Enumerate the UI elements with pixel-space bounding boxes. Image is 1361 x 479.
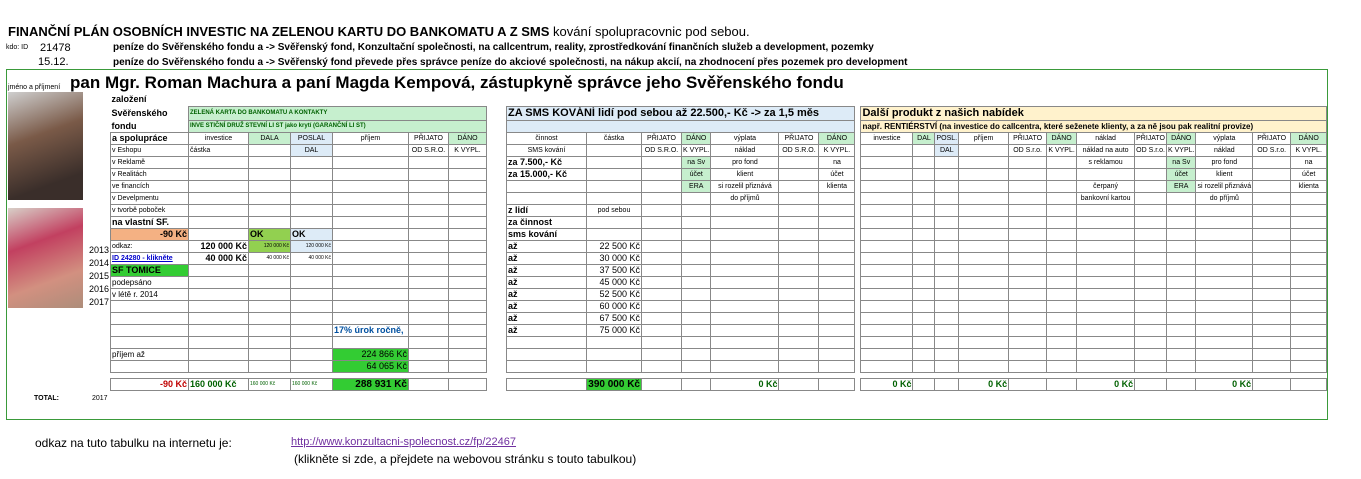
- amount-8: 75 000 Kč: [587, 324, 642, 336]
- b-klient: klient: [711, 168, 779, 180]
- footer-label: odkaz na tuto tabulku na internetu je:: [35, 436, 232, 450]
- c-si-rozeli: si rozelil přiznává: [1196, 180, 1253, 192]
- green-title-1: ZELENÁ KARTA DO BANKOMATU A KONTAKTY: [189, 106, 487, 120]
- photo-roman: [8, 92, 83, 200]
- c-od-2: OD S.r.o.: [1135, 144, 1167, 156]
- c-klient: klient: [1196, 168, 1253, 180]
- c-do-prijmu: do příjmů: [1196, 192, 1253, 204]
- s-castka: částka: [189, 144, 249, 156]
- h-prijato-2: PŘIJATO: [642, 132, 682, 144]
- b-od: OD S.R.O.: [642, 144, 682, 156]
- c-naklad: náklad: [1196, 144, 1253, 156]
- year-2017: 2017: [89, 297, 110, 307]
- cream-title-1: Další produkt z našich nabídek: [861, 106, 1327, 120]
- c-k-2: K VYPL.: [1167, 144, 1196, 156]
- c-h-naklad: náklad: [1077, 132, 1135, 144]
- a-spoluprace-label: a spolupráce: [111, 132, 189, 144]
- b-na-sv: na Sv: [682, 156, 711, 168]
- c-s-reklamou: s reklamou: [1077, 156, 1135, 168]
- urok: 17% úrok ročně,: [333, 324, 409, 336]
- c-h-vyplata: výplata: [1196, 132, 1253, 144]
- footer-link[interactable]: http://www.konzultacni-spolecnost.cz/fp/22467: [291, 436, 517, 448]
- b-od-2: OD S.R.O.: [779, 144, 819, 156]
- page-title: FINANČNÍ PLÁN OSOBNÍCH INVESTIC NA ZELENOU KARTU DO BANKOMATU A Z SMS kování spolupracovnic pod sebou.: [8, 24, 750, 39]
- h-poslal: POSLAL: [291, 132, 333, 144]
- total-0-c1: 0 Kč: [861, 378, 913, 390]
- description-line-2: peníze do Svěřenského fondu a -> Svěřenský fond převede přes správce peníze do akciové společnosti, na nákup akcií, na zhodnocení přes pozemek pro development: [113, 57, 908, 68]
- c-h-dal: DAL: [913, 132, 935, 144]
- cream-title-2: např. RENTIÉRSTVÍ (na investice do callcentra, které seženete klienty, a za ně jsou pak realitní provize): [861, 120, 1327, 132]
- amount-6: 60 000 Kč: [587, 300, 642, 312]
- blue-title: ZA SMS KOVÁNÍ lidí pod sebou až 22.500,- Kč -> za 1,5 měs: [507, 106, 855, 120]
- photo-magda: [8, 208, 83, 308]
- ok-1: OK: [249, 228, 291, 240]
- az-6: až: [507, 300, 587, 312]
- total-0-c4: 0 Kč: [1196, 378, 1253, 390]
- c-bankovni: bankovní kartou: [1077, 192, 1135, 204]
- id-link[interactable]: ID 24280 - klikněte: [111, 252, 189, 264]
- az-5: až: [507, 288, 587, 300]
- z-lidi: z lidí: [507, 204, 587, 216]
- s-dal: DAL: [291, 144, 333, 156]
- amount-1: 22 500 Kč: [587, 240, 642, 252]
- c-h-investice: investice: [861, 132, 913, 144]
- h-investice: investice: [189, 132, 249, 144]
- id-value: 21478: [40, 42, 71, 54]
- sms-kovani-label: sms kování: [507, 228, 587, 240]
- b-naklad: náklad: [711, 144, 779, 156]
- h-prijato-3: PŘIJATO: [779, 132, 819, 144]
- h-prijem: příjem: [333, 132, 409, 144]
- total-year: 2017: [92, 395, 108, 402]
- odkaz-label: odkaz:: [111, 240, 189, 252]
- c-k-3: K VYPL.: [1291, 144, 1327, 156]
- v-developmentu: v Develpmentu: [111, 192, 189, 204]
- c-na: na: [1291, 156, 1327, 168]
- b-do-prijmu: do příjmů: [711, 192, 779, 204]
- c-na-sv: na Sv: [1167, 156, 1196, 168]
- b-na: na: [819, 156, 855, 168]
- b-ucet-2: účet: [819, 168, 855, 180]
- year-2015: 2015: [89, 271, 110, 281]
- amount-7: 67 500 Kč: [587, 312, 642, 324]
- c-ucet: účet: [1167, 168, 1196, 180]
- zalozeni-label: založení: [111, 94, 147, 104]
- total-390: 390 000 Kč: [588, 378, 640, 390]
- poslal-120: 120 000 Kč: [291, 240, 333, 252]
- footer-hint: (klikněte si zde, a přejdete na webovou stránku s touto tabulkou): [294, 452, 637, 466]
- c-era: ERA: [1167, 180, 1196, 192]
- sms-kovani: SMS kování: [507, 144, 587, 156]
- b-si-rozeli: si rozelil přiznává: [711, 180, 779, 192]
- b-era: ERA: [682, 180, 711, 192]
- c-ucet-2: účet: [1291, 168, 1327, 180]
- sf-tomice: SF TOMICE: [111, 264, 189, 276]
- pod-sebou: pod sebou: [587, 204, 642, 216]
- c-h-dano-3: DÁNO: [1291, 132, 1327, 144]
- prijem-224: 224 866 Kč: [333, 348, 409, 360]
- za-7500: za 7.500,- Kč: [507, 156, 587, 168]
- h-prijato: PŘIJATO: [409, 132, 449, 144]
- h-dano: DÁNO: [449, 132, 487, 144]
- s-od: OD S.R.O.: [409, 144, 449, 156]
- prijem-64: 64 065 Kč: [333, 360, 409, 372]
- na-vlastni: na vlastní SF.: [111, 216, 189, 228]
- amount-5: 52 500 Kč: [587, 288, 642, 300]
- az-3: až: [507, 264, 587, 276]
- poslal-40: 40 000 Kč: [291, 252, 333, 264]
- v-eshopu: v Eshopu: [111, 144, 189, 156]
- c-k: K VYPL.: [1047, 144, 1077, 156]
- az-2: až: [507, 252, 587, 264]
- h-dala: DALA: [249, 132, 291, 144]
- total-0-c2: 0 Kč: [959, 378, 1009, 390]
- c-od: OD S.r.o.: [1009, 144, 1047, 156]
- ve-financich: ve financích: [111, 180, 189, 192]
- c-h-prijem: příjem: [959, 132, 1009, 144]
- c-naklad-auto: náklad na auto: [1077, 144, 1135, 156]
- description-line-1: peníze do Svěřenského fondu a -> Svěřenský fond, Konzultační společnosti, na callcentrum, reality, zprostředkování finančních služeb a development, pozemky: [113, 42, 874, 53]
- az-4: až: [507, 276, 587, 288]
- az-1: až: [507, 240, 587, 252]
- za-15000: za 15.000,- Kč: [507, 168, 587, 180]
- total-160-dala: 160 000 Kč: [249, 378, 291, 390]
- h-cinnost: činnost: [507, 132, 587, 144]
- h-castka: částka: [587, 132, 642, 144]
- total-160: 160 000 Kč: [189, 378, 249, 390]
- fondu-label: fondu: [111, 120, 137, 131]
- plan-table: [110, 92, 1327, 391]
- amount-3: 37 500 Kč: [587, 264, 642, 276]
- total-minus-90: -90 Kč: [111, 378, 189, 390]
- v-reklame: v Reklamě: [111, 156, 189, 168]
- v-lete: v létě r. 2014: [111, 288, 189, 300]
- c-cerpany: čerpaný: [1077, 180, 1135, 192]
- date: 15.12.: [38, 56, 69, 68]
- total-0-blue: 0 Kč: [711, 378, 779, 390]
- s-k: K VYPL.: [449, 144, 487, 156]
- sverenskeho-label: Svěřenského: [111, 108, 168, 118]
- c-pro-fond: pro fond: [1196, 156, 1253, 168]
- b-klienta: klienta: [819, 180, 855, 192]
- b-k: K VYPL.: [682, 144, 711, 156]
- blue-title-2: [507, 120, 855, 132]
- amount-4: 45 000 Kč: [587, 276, 642, 288]
- year-2013: 2013: [89, 245, 110, 255]
- minus-90: -90 Kč: [111, 228, 189, 240]
- v-tvorbe: v tvorbě poboček: [111, 204, 189, 216]
- c-h-dano: DÁNO: [1047, 132, 1077, 144]
- h-dano-2: DÁNO: [682, 132, 711, 144]
- h-vyplata: výplata: [711, 132, 779, 144]
- kdo-label: kdo: ID: [6, 44, 29, 51]
- person-name: pan Mgr. Roman Machura a paní Magda Kempová, zástupkyně správce jeho Svěřenského fondu: [70, 73, 844, 92]
- c-h-prijato: PŘIJATO: [1009, 132, 1047, 144]
- dala-40: 40 000 Kč: [249, 252, 291, 264]
- inv-120: 120 000 Kč: [189, 240, 249, 252]
- c-s-dal: DAL: [935, 144, 959, 156]
- v-realitach: v Realitách: [111, 168, 189, 180]
- ok-2: OK: [291, 228, 333, 240]
- c-h-posl: POSL.: [935, 132, 959, 144]
- year-2016: 2016: [89, 284, 110, 294]
- c-h-prijato-2: PŘIJATO: [1135, 132, 1167, 144]
- c-klienta: klienta: [1291, 180, 1327, 192]
- b-k-2: K VYPL.: [819, 144, 855, 156]
- az-7: až: [507, 312, 587, 324]
- b-pro-fond: pro fond: [711, 156, 779, 168]
- amount-2: 30 000 Kč: [587, 252, 642, 264]
- total-160-poslal: 160 000 Kč: [291, 378, 333, 390]
- za-cinnost: za činnost: [507, 216, 587, 228]
- podepsano: podepsáno: [111, 276, 189, 288]
- total-288: 288 931 Kč: [333, 378, 409, 390]
- az-8: až: [507, 324, 587, 336]
- c-od-3: OD S.r.o.: [1253, 144, 1291, 156]
- b-ucet: účet: [682, 168, 711, 180]
- green-title-2: INVE STIČNÍ DRUŽ STEVNÍ LI ST jako krytí (GARANČNÍ LI ST): [189, 120, 487, 132]
- inv-40: 40 000 Kč: [189, 252, 249, 264]
- jmeno-label: jméno a příjmení: [8, 84, 61, 91]
- h-dano-3: DÁNO: [819, 132, 855, 144]
- total-0-c3: 0 Kč: [1077, 378, 1135, 390]
- prijem-az: příjem až: [111, 348, 189, 360]
- total-label: TOTAL:: [34, 395, 60, 402]
- year-2014: 2014: [89, 258, 110, 268]
- c-h-dano-2: DÁNO: [1167, 132, 1196, 144]
- dala-120: 120 000 Kč: [249, 240, 291, 252]
- c-h-prijato-3: PŘIJATO: [1253, 132, 1291, 144]
